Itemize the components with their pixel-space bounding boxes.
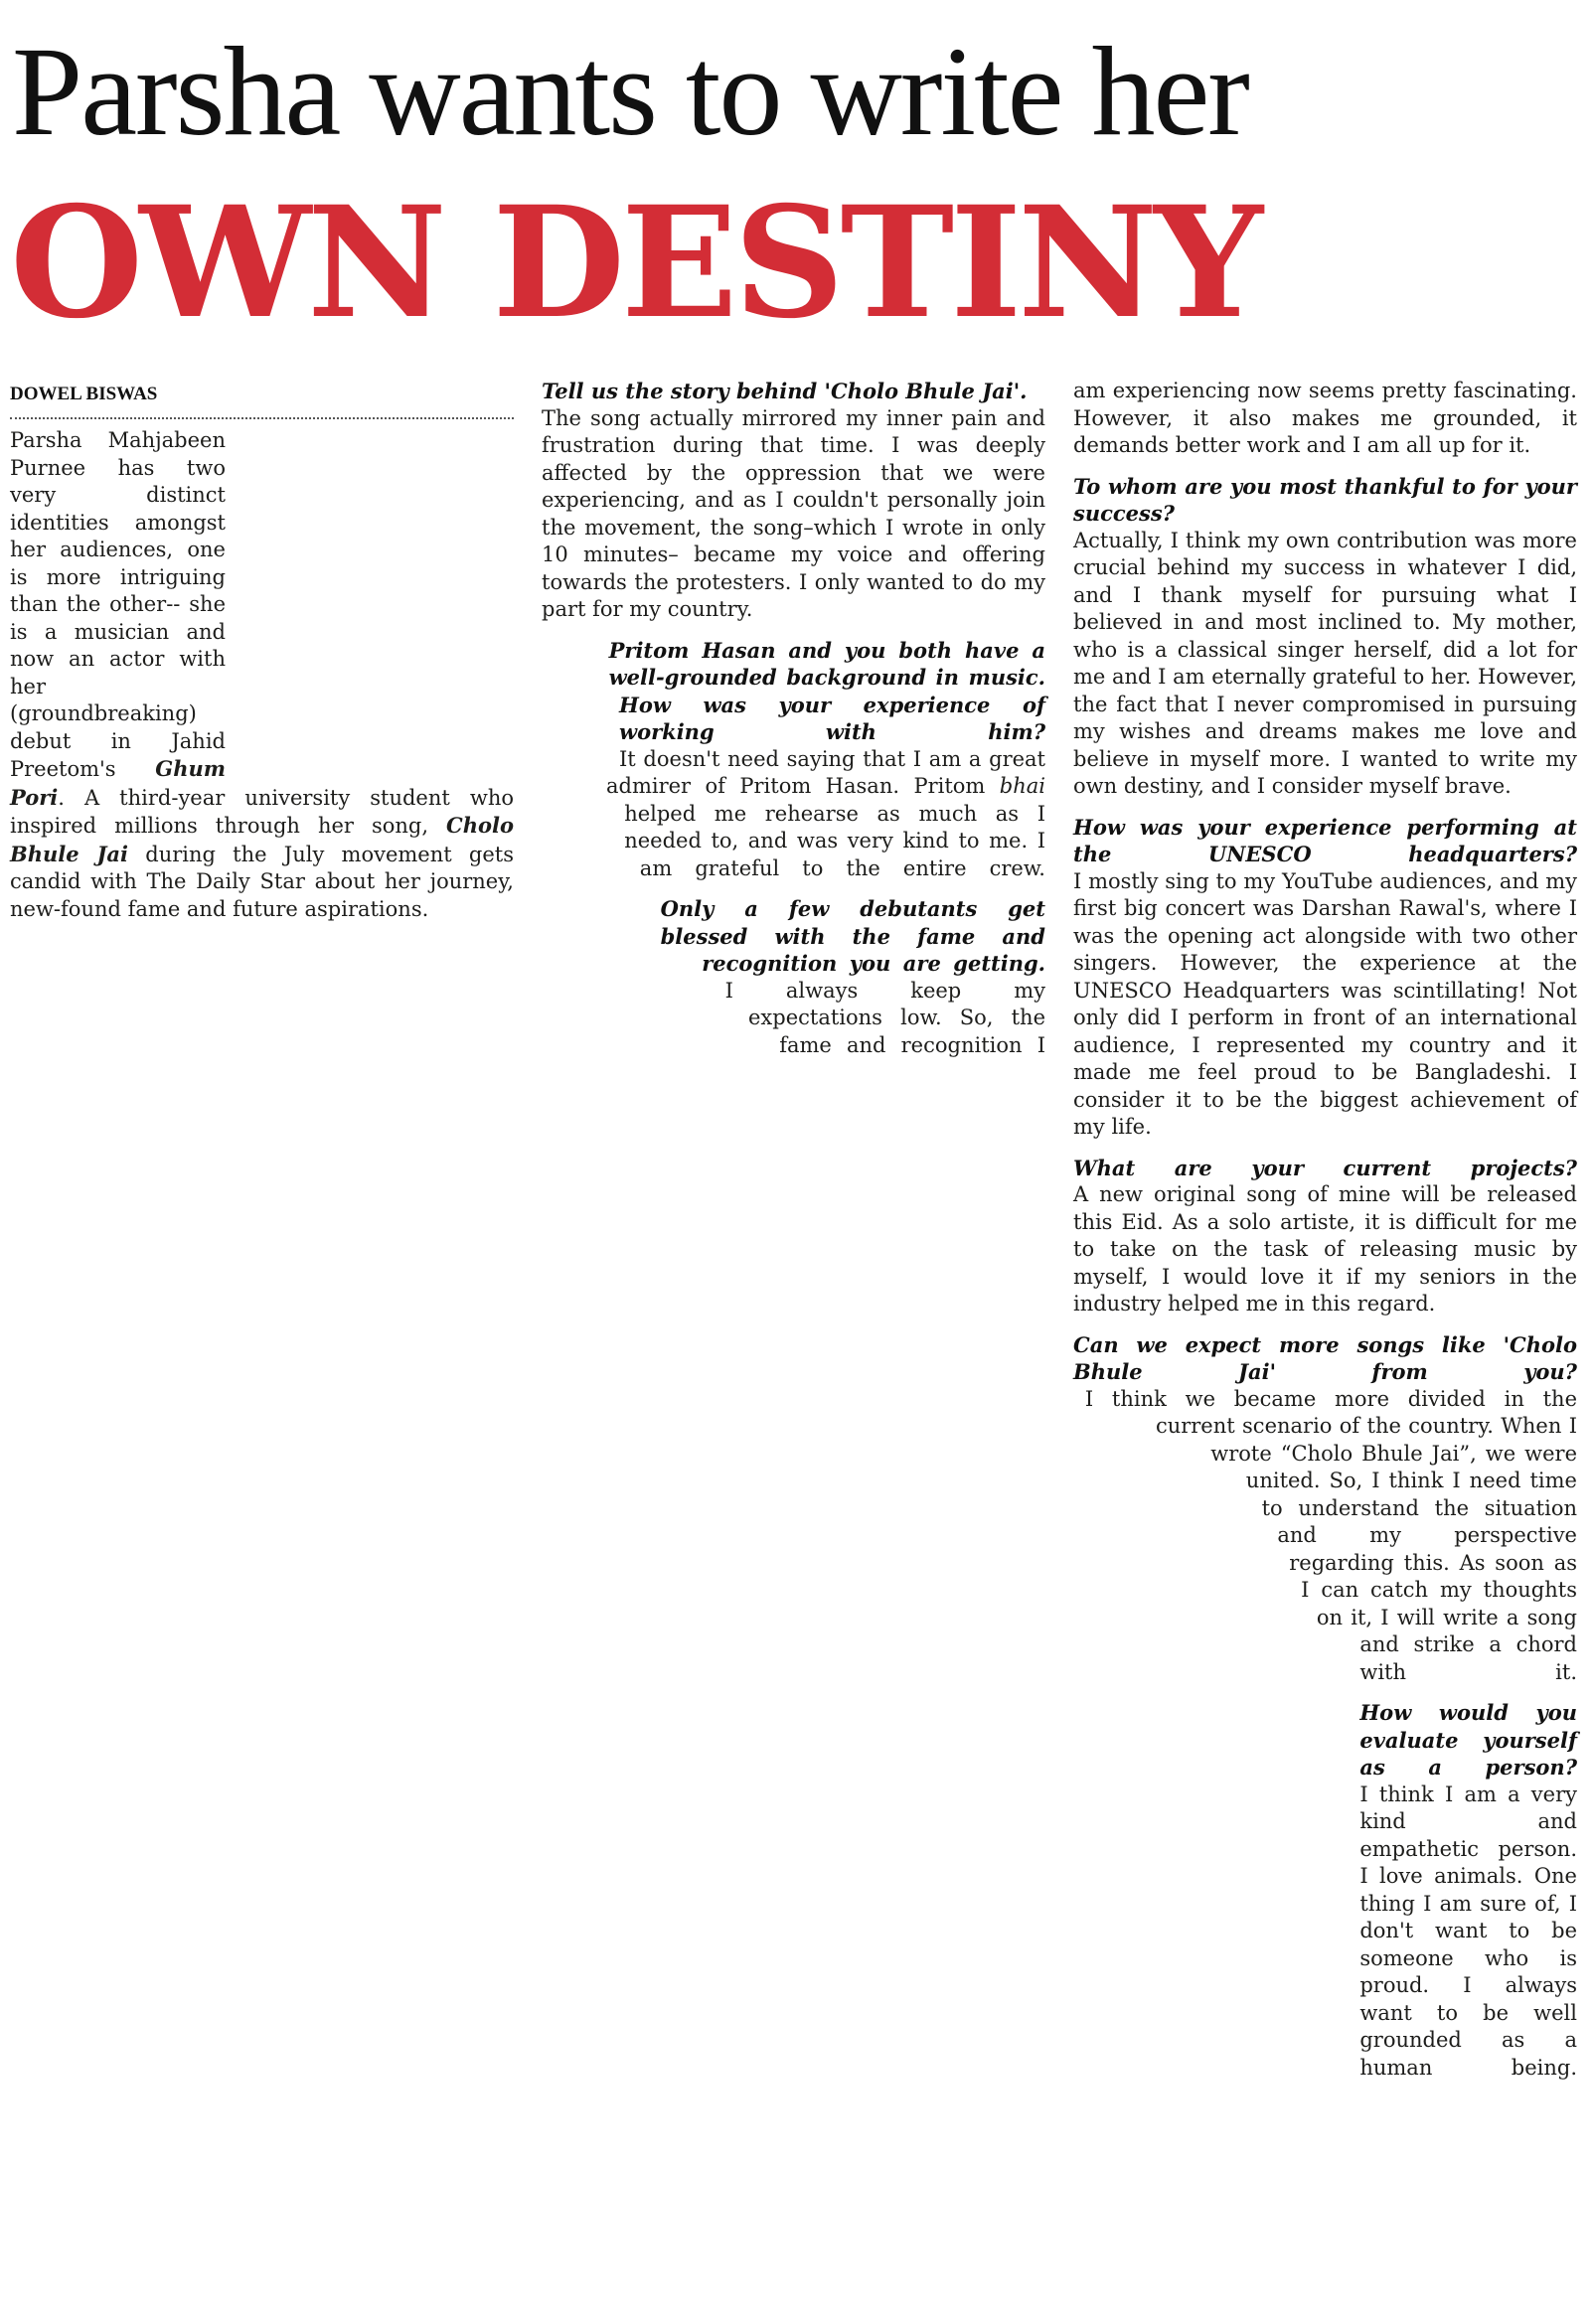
question-4: To whom are you most thankful to for your success? bbox=[1073, 473, 1577, 526]
answer-3-start: I always keep my expectations low. So, the fame and recognition I bbox=[724, 978, 1045, 1057]
answer-6: A new original song of mine will be released this Eid. As a solo artiste, it is difficult for me to take on the task of releasing music by myself, I would love it if my seniors in the industry helped me in this regard. bbox=[1073, 1182, 1577, 1316]
question-3: Only a few debutants get blessed with the fame and recognition you are getting. bbox=[660, 896, 1045, 976]
question-1: Tell us the story behind 'Cholo Bhule Jai'. bbox=[542, 379, 1028, 403]
answer-4: Actually, I think my own contribution was more crucial behind my success in whatever I did, and I thank myself for pursuing what I believed in and most inclined to. My mother, who is a classical singer herself, did a lot for me and I am eternally grateful to her. However, the fact that I never compromised in pursuing my wishes and dreams makes me love and believe in myself more. I wanted to write my own destiny, and I consider myself brave. bbox=[1073, 528, 1578, 798]
intro-text-1: Parsha Mahjabeen Purnee has two very distinct identities amongst her audiences, one is more intriguing than the other-- she is a musician and now an actor with her (groundbreaking) debut in Jahid Preetom's bbox=[10, 428, 226, 781]
answer-2-bhai: bhai bbox=[999, 774, 1045, 798]
question-8: How would you evaluate yourself as a person? bbox=[1359, 1700, 1577, 1780]
byline: DOWEL BISWAS bbox=[10, 384, 158, 404]
answer-3-continued: am experiencing now seems pretty fascinating. However, it also makes me grounded, it demands better work and I am all up for it. bbox=[1073, 379, 1577, 457]
question-7: Can we expect more songs like 'Cholo Bhule Jai' from you? bbox=[1073, 1331, 1577, 1384]
headline-line-2: OWN DESTINY bbox=[10, 173, 1259, 353]
question-6: What are your current projects? bbox=[1073, 1155, 1577, 1180]
intro-wrap-shaper bbox=[226, 616, 514, 775]
intro-text-3: during the July movement gets candid with The Daily Star about her journey, new-found fame and future aspirations. bbox=[10, 842, 514, 921]
answer-1: The song actually mirrored my inner pain and frustration during that time. I was deeply affected by the oppression that we were experiencing, and as I couldn't personally join the movement, the song–which I wrote in only 10 minutes– became my voice and offering towards the protesters. I only wanted to do my part for my country. bbox=[542, 405, 1045, 621]
answer-7: I think we became more divided in the current scenario of the country. When I wrote “Cholo Bhule Jai”, we were united. So, I think I need time to understand the situation and my perspective regarding this. As soon as I can catch my thoughts on it, I will write a song and strike a chord with it. bbox=[1084, 1386, 1577, 1684]
song-title-2: Bhule Jai bbox=[10, 841, 129, 866]
answer-2-text-2: helped me rehearse as much as I needed to, and was very kind to me. I am grateful to the entire crew. bbox=[624, 801, 1045, 880]
answer-2-text-1: It doesn't need saying that I am a great admirer of Pritom Hasan. Pritom bbox=[606, 746, 1045, 798]
question-5: How was your experience performing at the UNESCO headquarters? bbox=[1073, 814, 1577, 866]
intro-column bbox=[10, 427, 514, 923]
interview-column-2 bbox=[542, 378, 1045, 1091]
headline-line-1: Parsha wants to write her bbox=[12, 21, 1248, 162]
question-2: Pritom Hasan and you both have a well-grounded background in music. How was your experience of working with him? bbox=[608, 637, 1045, 744]
col3-lower-shaper bbox=[1073, 2181, 1401, 2324]
answer-8: I think I am a very kind and empathetic person. I love animals. One thing I am sure of, I don't want to be someone who is proud. I always want to be well grounded as a human being. bbox=[1359, 1782, 1577, 2080]
intro-text-2: . A third-year university student who inspired millions through her song, bbox=[10, 785, 514, 838]
song-title-1: Cholo bbox=[446, 813, 515, 838]
film-title: Ghum Pori bbox=[10, 756, 226, 810]
byline-divider bbox=[10, 417, 514, 419]
answer-5: I mostly sing to my YouTube audiences, and my first big concert was Darshan Rawal's, where I was the opening act alongside with two other singers. However, the experience at the UNESCO Headquarters was scintillating! Not only did I perform in front of an international audience, I represented my country and it made me feel proud to be Bangladeshi. I consider it to be the biggest achievement of my life. bbox=[1073, 868, 1577, 1139]
interview-column-3 bbox=[1073, 378, 1577, 2324]
